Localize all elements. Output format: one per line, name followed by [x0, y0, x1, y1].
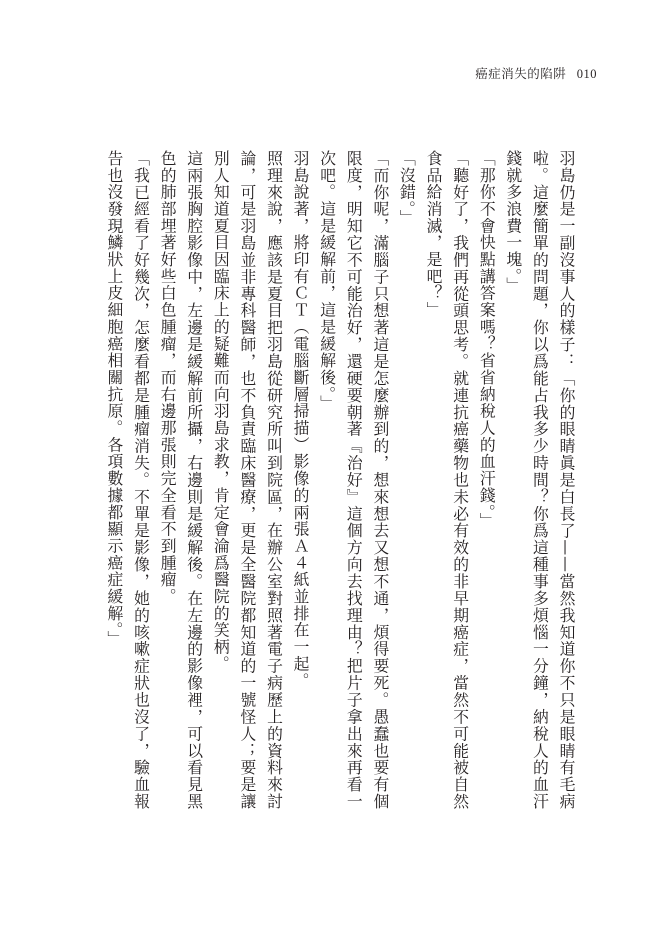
paragraph-3: 「聽好了，我們再從頭思考。就連抗癌藥物也未必有效的非早期癌症，當然不可能被自然食品給消滅，是吧？」 — [424, 150, 470, 810]
paragraph-9: 「我已經看了好幾次，怎麼看都是腫瘤消失。不單是影像，她的咳嗽症狀也沒了，驗血報告也沒發現鱗狀上皮細胞癌相關抗原。各項數據都顯示癌症緩解。」 — [104, 150, 151, 810]
paragraph-8: 這兩張胸腔影像中，左邊是緩解前所攝，右邊則是緩解後。在左邊的影像裡，可以看見黑色的肺部埋著好些白色腫瘤，而右邊那張則完全看不到腫瘤。 — [158, 150, 204, 810]
paragraph-2: 「那你不會快點講答案嗎？省省納稅人的血汗錢。」 — [477, 150, 497, 530]
page-header — [475, 64, 597, 82]
paragraph-7: 照理來說，應該是夏目把羽島從研究所叫到院區，在辦公室對照著電子病歷上的資料來討論，可是羽島並非專科醫師，也不負責臨床醫療，更是全醫院都知道的一號怪人；要是讓別人知道夏目因臨床上的疑難而向羽島求教，肯定會淪爲醫院的笑柄。 — [211, 150, 284, 810]
running-title: 癌症消失的陷阱 — [475, 66, 567, 81]
page-number: 010 — [576, 67, 597, 81]
paragraph-5: 「而你呢，滿腦子只想著這是怎麼辦到的，想來想去又想不通，煩得要死。愚蠢也要有個限度，明知它不可能治好，還硬要朝著『治好』這個方向去找理由？把片子拿出來再看一次吧。這是緩解前，這是緩解後。」 — [317, 150, 390, 810]
paragraph-4: 「沒錯。」 — [397, 150, 417, 227]
paragraph-1: 羽島仍是一副沒事人的樣子：「你的眼睛眞是白長了——當然我知道你不只是眼睛有毛病啦。這麼簡單的問題，你以爲能占我多少時間？你爲這種事多煩惱一分鐘，納稅人的血汗錢就多浪費一塊。」 — [503, 150, 576, 810]
body-text — [79, 150, 579, 810]
paragraph-6: 羽島說著，將印有ＣＴ（電腦斷層掃描）影像的兩張Ａ４紙並排在一起。 — [291, 150, 311, 690]
